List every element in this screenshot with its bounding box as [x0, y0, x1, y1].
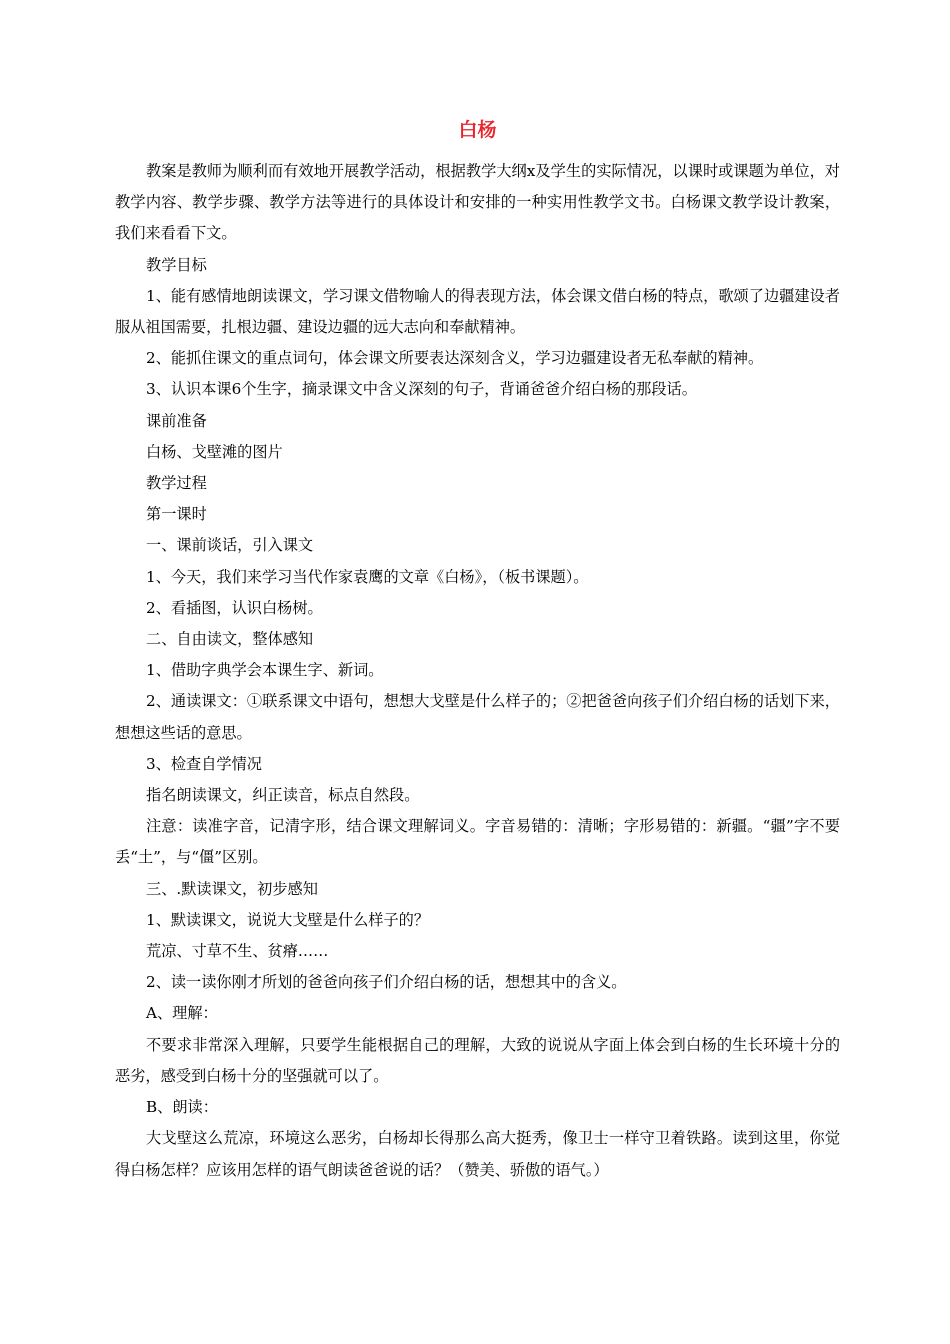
paragraph: 2、读一读你刚才所划的爸爸向孩子们介绍白杨的话，想想其中的含义。	[146, 973, 627, 992]
document-title: 白杨	[458, 119, 497, 141]
paragraph: 白杨、戈壁滩的图片	[146, 442, 283, 461]
paragraph: 注意：读准字音，记清字形，结合课文理解词义。字音易错的：清晰；字形易错的：新疆。“疆”字不要丢“土”，与“僵”区别。	[115, 817, 840, 867]
paragraph: 2、通读课文：①联系课文中语句，想想大戈壁是什么样子的；②把爸爸向孩子们介绍白杨的话划下来，想想这些话的意思。	[115, 692, 840, 742]
paragraph: 1、今天，我们来学习当代作家袁鹰的文章《白杨》，（板书课题）。	[146, 567, 589, 586]
section-heading: 教学过程	[146, 474, 207, 493]
paragraph: 3、检查自学情况	[146, 754, 262, 773]
section-heading: 一、课前谈话，引入课文	[146, 536, 314, 555]
paragraph: 教案是教师为顺利而有效地开展教学活动，根据教学大纲x及学生的实际情况，以课时或课题为单位，对教学内容、教学步骤、教学方法等进行的具体设计和安排的一种实用性教学文书。白杨课文教学设计教案，我们来看看下文。	[115, 162, 840, 243]
paragraph: 3、认识本课6个生字，摘录课文中含义深刻的句子，背诵爸爸介绍白杨的那段话。	[146, 380, 697, 399]
paragraph: 荒凉、寸草不生、贫瘠……	[146, 942, 329, 961]
paragraph: 大戈壁这么荒凉，环境这么恶劣，白杨却长得那么高大挺秀，像卫士一样守卫着铁路。读到这里，你觉得白杨怎样？应该用怎样的语气朗读爸爸说的话？（赞美、骄傲的语气。）	[115, 1129, 840, 1179]
paragraph: 2、能抓住课文的重点词句，体会课文所要表达深刻含义，学习边疆建设者无私奉献的精神。	[146, 349, 764, 368]
document-body	[115, 156, 840, 1186]
paragraph: 1、借助字典学会本课生字、新词。	[146, 661, 384, 680]
paragraph: 1、默读课文，说说大戈壁是什么样子的？	[146, 910, 430, 929]
paragraph: B、朗读：	[146, 1098, 218, 1117]
section-heading: 第一课时	[146, 505, 207, 524]
section-heading: 课前准备	[146, 411, 207, 430]
paragraph: 指名朗读课文，纠正读音，标点自然段。	[146, 786, 420, 805]
paragraph: A、理解：	[146, 1004, 218, 1023]
paragraph: 1、能有感情地朗读课文，学习课文借物喻人的得表现方法，体会课文借白杨的特点，歌颂了边疆建设者服从祖国需要，扎根边疆、建设边疆的远大志向和奉献精神。	[115, 286, 840, 337]
section-heading: 二、自由读文，整体感知	[146, 630, 314, 649]
document-page	[115, 112, 840, 1186]
paragraph: 不要求非常深入理解，只要学生能根据自己的理解，大致的说说从字面上体会到白杨的生长环境十分的恶劣，感受到白杨十分的坚强就可以了。	[115, 1035, 840, 1085]
section-heading: 三、.默读课文，初步感知	[146, 879, 318, 898]
paragraph: 2、看插图，认识白杨树。	[146, 598, 323, 617]
section-heading: 教学目标	[146, 255, 207, 274]
